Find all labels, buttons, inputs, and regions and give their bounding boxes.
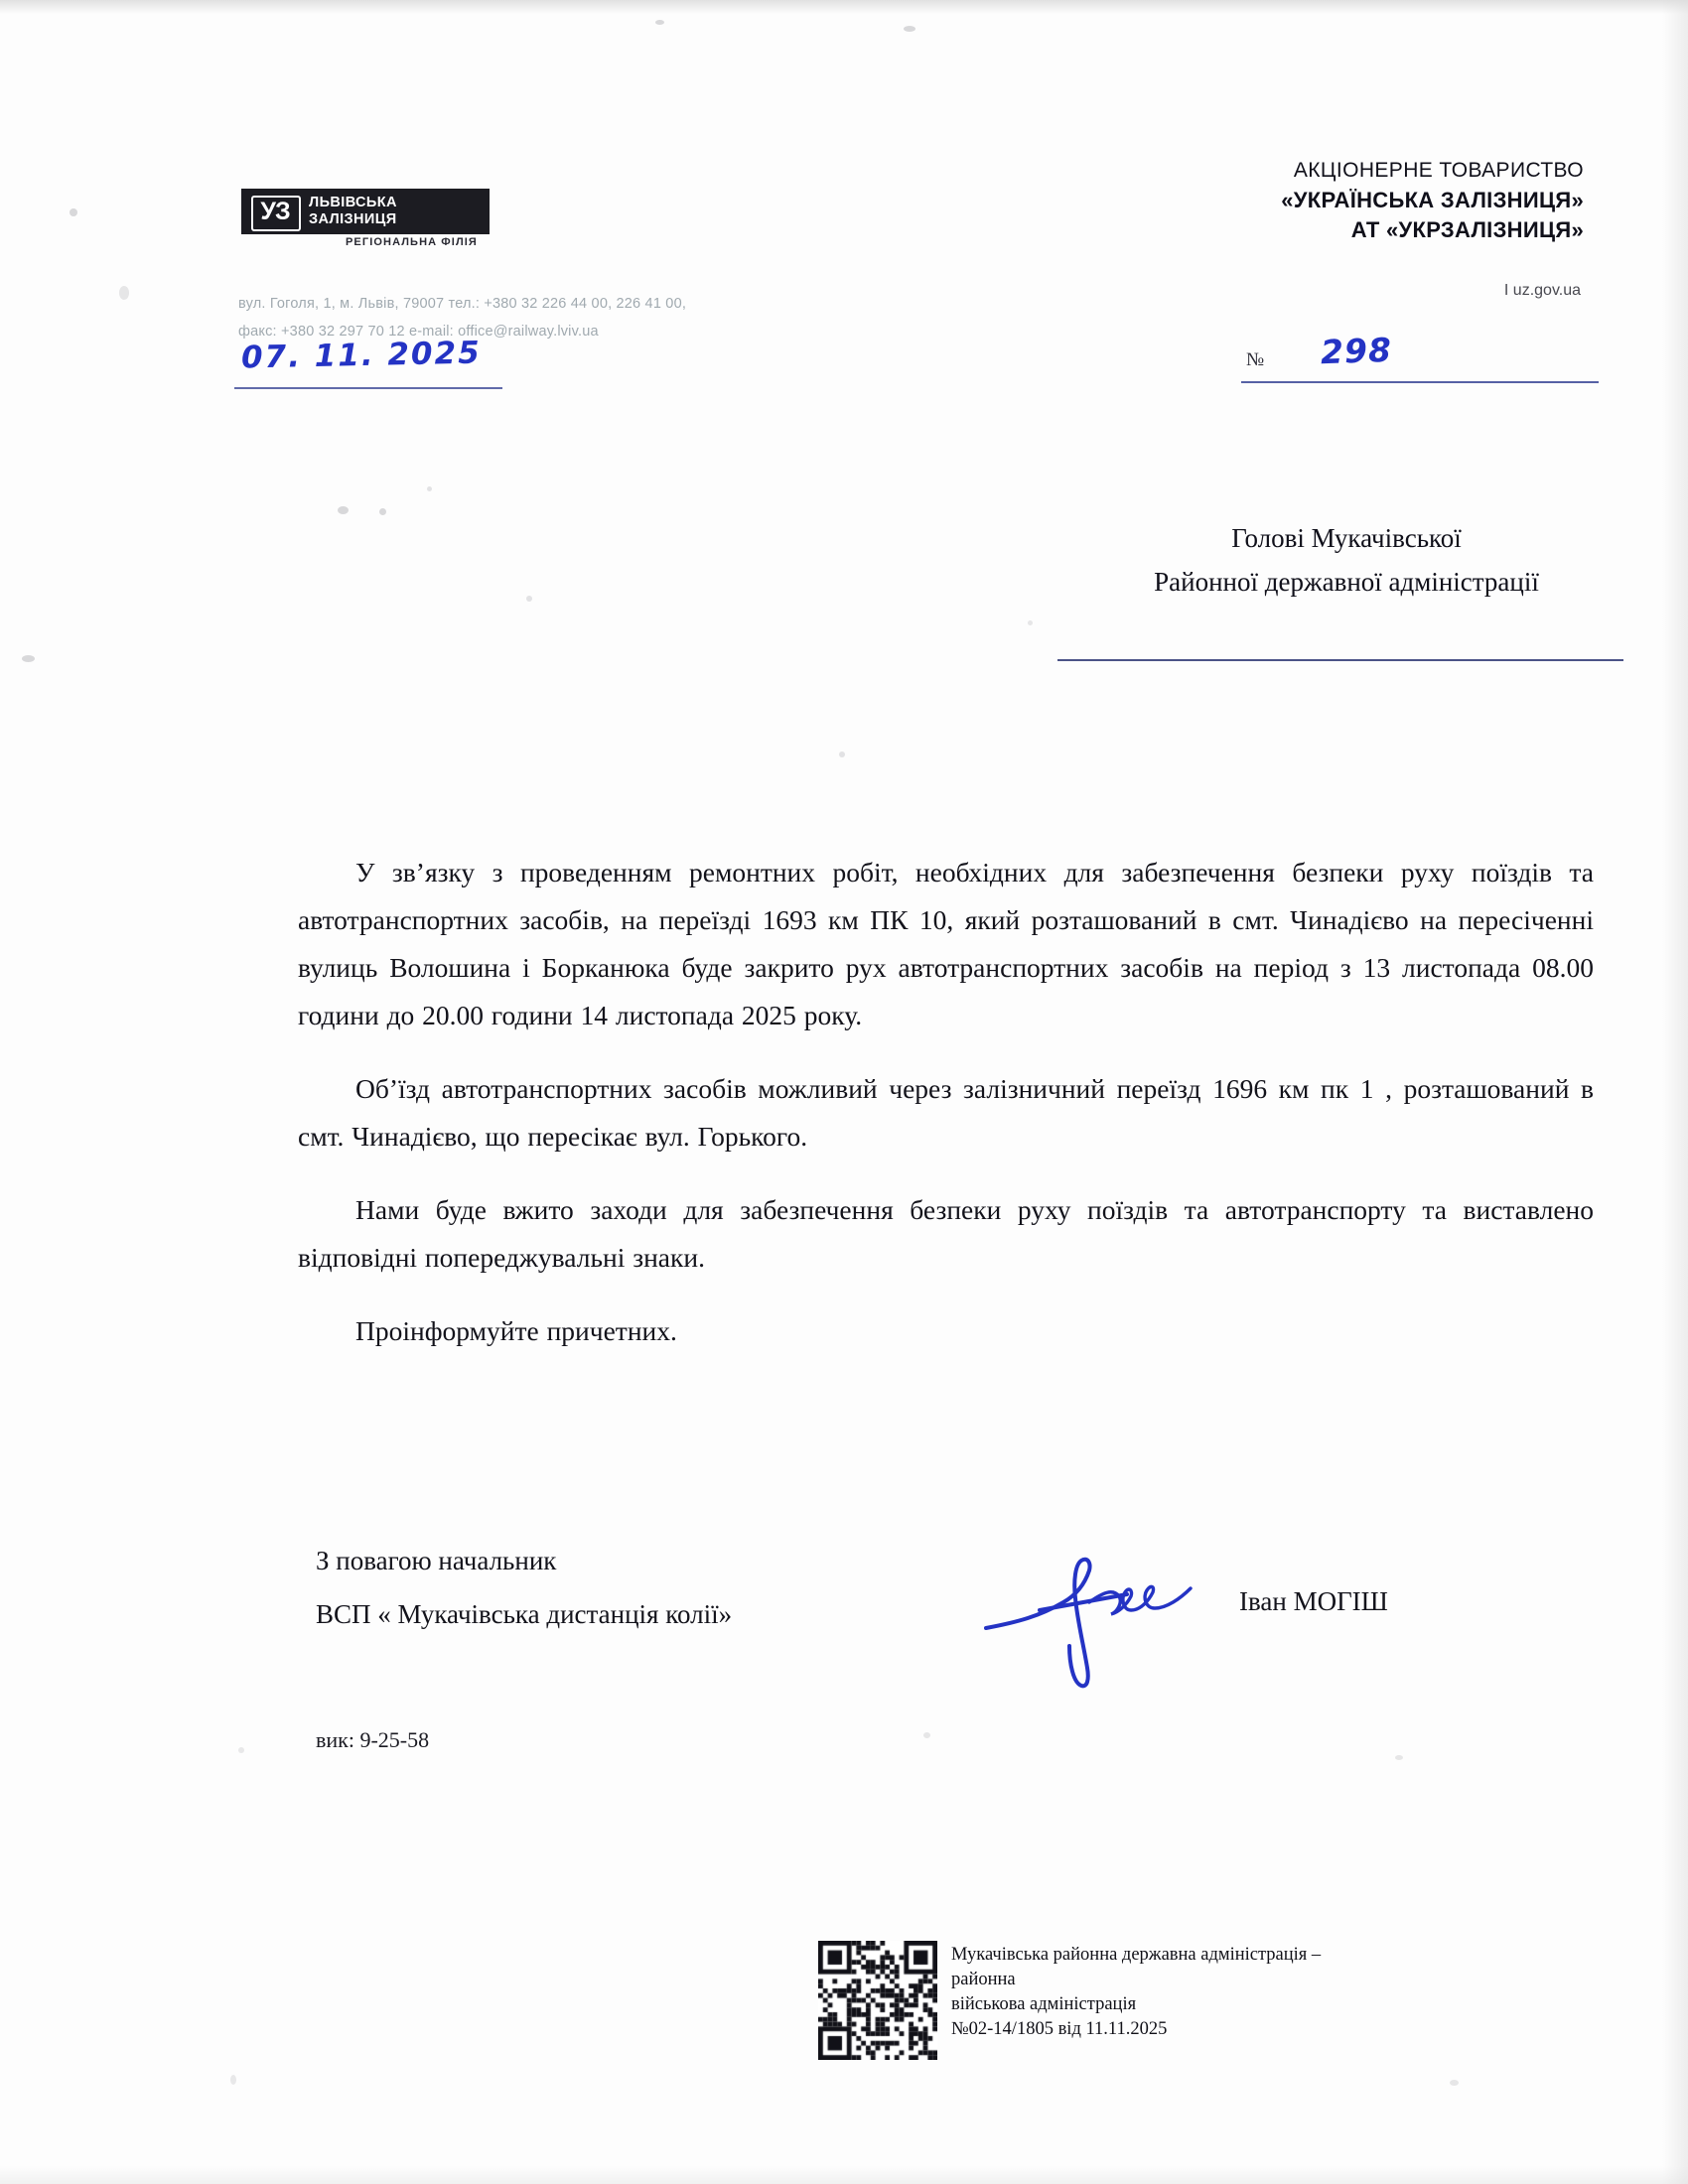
letter-body (298, 849, 1594, 1381)
uz-monogram-icon (249, 194, 301, 229)
signature-closing (316, 1534, 732, 1641)
closing-line-2: ВСП « Мукачівська дистанція колії» (316, 1599, 733, 1629)
logo-wordmark-line1: ЛЬВІВСЬКА (309, 195, 397, 210)
scan-speck (379, 508, 386, 515)
registration-stamp (818, 1941, 1374, 2060)
company-logo (241, 189, 490, 250)
body-paragraph-4: Проінформуйте причетних. (355, 1315, 677, 1346)
qr-code-icon (818, 1941, 937, 2060)
registration-line-2: військова адміністрація (951, 1994, 1137, 2014)
registration-line-1: Мукачівська районна державна адміністрація – районна (951, 1945, 1322, 1989)
organization-block (1281, 159, 1584, 243)
contact-line-2: факс: +380 32 297 70 12 e-mail: office@railway.lviv.ua (238, 324, 599, 340)
scan-speck (923, 1732, 930, 1738)
registration-line-3: №02-14/1805 від 11.11.2025 (951, 2019, 1168, 2039)
scan-speck (70, 208, 77, 216)
number-rule (1241, 381, 1599, 383)
logo-wordmark-line2: ЗАЛІЗНИЦЯ (309, 211, 397, 227)
scan-speck (238, 1747, 244, 1753)
addressee-line-1: Голові Мукачівської (1231, 523, 1462, 553)
scan-speck (22, 655, 35, 662)
scan-speck (904, 26, 915, 32)
contact-line-1: вул. Гоголя, 1, м. Львів, 79007 тел.: +380 32 226 44 00, 226 41 00, (238, 296, 687, 312)
body-paragraph-1: У зв’язку з проведенням ремонтних робіт, необхідних для забезпечення безпеки руху поїздів та автотранспортних засобів, на переїзді 1693 км ПК 10, який розташований в смт. Чинадієво на пересіченні вулиць Волошина і Борканюка буде закрито рух автотранспортних засобів на період з 13 листопада 08.00 години до 20.00 години 14 листопада 2025 року. (298, 857, 1594, 1030)
website-line: I uz.gov.ua (1503, 282, 1581, 299)
scan-speck (1028, 620, 1033, 625)
handwritten-number: 298 (1320, 330, 1393, 372)
scan-speck (338, 506, 349, 514)
scan-speck (427, 486, 432, 491)
closing-line-1: З повагою начальник (316, 1546, 557, 1575)
executor-line: вик: 9-25-58 (316, 1727, 430, 1752)
scan-edge-bottom (0, 2166, 1688, 2184)
organization-line-2: «УКРАЇНСЬКА ЗАЛІЗНИЦЯ» (1281, 188, 1584, 212)
signer-name: Іван МОГІШ (1239, 1586, 1388, 1616)
addressee-rule (1057, 659, 1623, 661)
logo-subtitle: РЕГІОНАЛЬНА ФІЛІЯ (346, 236, 478, 248)
logo-wordmark (309, 195, 397, 228)
scan-edge-right (1662, 0, 1688, 2184)
organization-line-3: АТ «УКРЗАЛІЗНИЦЯ» (1350, 217, 1584, 242)
date-rule (234, 387, 502, 389)
logo-initials: УЗ (260, 197, 290, 225)
scan-speck (839, 751, 845, 757)
scan-speck (655, 20, 664, 25)
scan-speck (1450, 2080, 1459, 2086)
addressee-line-2: Районної державної адміністрації (1154, 567, 1539, 597)
registration-stamp-text (951, 1941, 1374, 2042)
scan-speck (526, 596, 532, 602)
organization-line-1: АКЦІОНЕРНЕ ТОВАРИСТВО (1293, 159, 1584, 182)
number-label: № (1246, 349, 1265, 370)
scan-speck (119, 286, 129, 300)
scan-speck (230, 2075, 236, 2085)
body-paragraph-3: Нами буде вжито заходи для забезпечення безпеки руху поїздів та автотранспорту та виставлено відповідні попереджувальні знаки. (298, 1194, 1594, 1273)
scan-speck (1395, 1755, 1403, 1760)
addressee-block (1029, 516, 1664, 604)
handwritten-signature (978, 1537, 1226, 1696)
handwritten-date: 07. 11. 2025 (240, 335, 483, 376)
body-paragraph-2: Об’їзд автотранспортних засобів можливий через залізничний переїзд 1696 км пк 1 , розташований в смт. Чинадієво, що пересікає вул. Горького. (298, 1073, 1594, 1152)
scan-edge-top (0, 0, 1688, 14)
